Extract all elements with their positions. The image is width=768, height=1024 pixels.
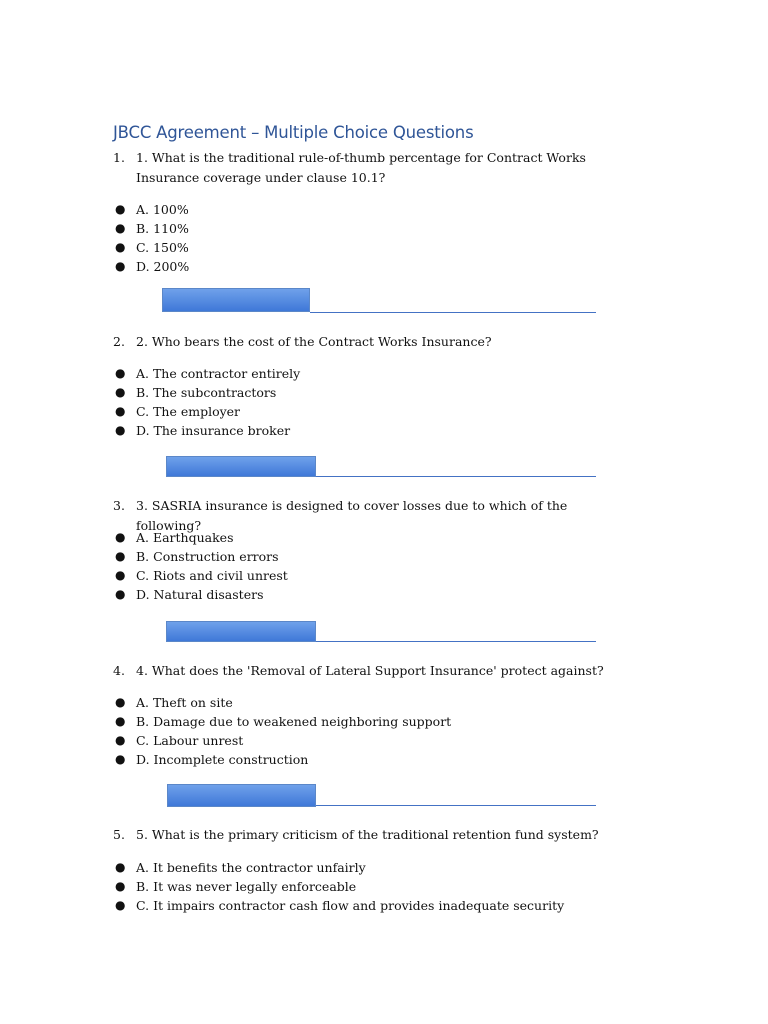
- option-label: B. The subcontractors: [136, 385, 277, 400]
- bullet-icon: ●: [115, 879, 126, 893]
- bullet-icon: ●: [115, 733, 126, 747]
- bullet-icon: ●: [115, 898, 126, 912]
- bullet-icon: ●: [115, 568, 126, 582]
- option-item[interactable]: [113, 731, 613, 750]
- option-item[interactable]: [113, 402, 613, 421]
- question-text: 4. What does the 'Removal of Lateral Support Insurance' protect against?: [136, 663, 604, 678]
- bullet-icon: ●: [115, 423, 126, 437]
- option-label: D. Incomplete construction: [136, 752, 309, 767]
- option-label: C. It impairs contractor cash flow and provides inadequate security: [136, 898, 565, 913]
- answer-field-1[interactable]: [162, 288, 310, 312]
- option-item[interactable]: [113, 858, 613, 877]
- option-item[interactable]: [113, 421, 613, 440]
- option-label: D. 200%: [136, 259, 190, 274]
- answer-field-4[interactable]: [167, 784, 316, 807]
- question-4: [113, 661, 633, 681]
- bullet-icon: ●: [115, 695, 126, 709]
- bullet-icon: ●: [115, 366, 126, 380]
- question-number: 1.: [113, 150, 125, 165]
- answer-field-3[interactable]: [166, 621, 316, 642]
- bullet-icon: ●: [115, 714, 126, 728]
- answer-line-4: [316, 805, 596, 806]
- bullet-icon: ●: [115, 385, 126, 399]
- option-label: C. The employer: [136, 404, 241, 419]
- option-item[interactable]: [113, 566, 613, 585]
- answer-field-2[interactable]: [166, 456, 316, 477]
- option-item[interactable]: [113, 585, 613, 604]
- option-label: A. Theft on site: [136, 695, 233, 710]
- option-label: B. Construction errors: [136, 549, 279, 564]
- option-label: D. The insurance broker: [136, 423, 291, 438]
- bullet-icon: ●: [115, 587, 126, 601]
- option-label: D. Natural disasters: [136, 587, 264, 602]
- option-item[interactable]: [113, 750, 613, 769]
- bullet-icon: ●: [115, 860, 126, 874]
- option-label: B. 110%: [136, 221, 189, 236]
- option-label: B. Damage due to weakened neighboring support: [136, 714, 452, 729]
- option-item[interactable]: [113, 528, 613, 547]
- option-label: A. It benefits the contractor unfairly: [136, 860, 366, 875]
- options-list-5: [113, 858, 613, 915]
- question-5: [113, 825, 633, 845]
- question-text: 3. SASRIA insurance is designed to cover losses due to which of the following?: [136, 498, 568, 533]
- question-text: 2. Who bears the cost of the Contract Works Insurance?: [136, 334, 492, 349]
- option-item[interactable]: [113, 547, 613, 566]
- answer-line-2: [316, 476, 596, 477]
- option-item[interactable]: [113, 200, 613, 219]
- options-list-2: [113, 364, 613, 440]
- option-item[interactable]: [113, 896, 613, 915]
- question-number: 4.: [113, 663, 125, 678]
- option-item[interactable]: [113, 257, 613, 276]
- option-label: C. Riots and civil unrest: [136, 568, 288, 583]
- options-list-1: [113, 200, 613, 276]
- option-item[interactable]: [113, 219, 613, 238]
- question-2: [113, 332, 633, 352]
- option-item[interactable]: [113, 238, 613, 257]
- option-label: A. Earthquakes: [136, 530, 234, 545]
- options-list-4: [113, 693, 613, 769]
- bullet-icon: ●: [115, 259, 126, 273]
- option-label: C. 150%: [136, 240, 189, 255]
- bullet-icon: ●: [115, 530, 126, 544]
- answer-line-1: [310, 312, 596, 313]
- option-item[interactable]: [113, 693, 613, 712]
- question-number: 3.: [113, 498, 125, 513]
- options-list-3: [113, 528, 613, 604]
- question-number: 2.: [113, 334, 125, 349]
- option-label: A. The contractor entirely: [136, 366, 301, 381]
- option-item[interactable]: [113, 712, 613, 731]
- bullet-icon: ●: [115, 752, 126, 766]
- option-label: C. Labour unrest: [136, 733, 244, 748]
- option-item[interactable]: [113, 364, 613, 383]
- question-text: 1. What is the traditional rule-of-thumb percentage for Contract Works Insurance coverage under clause 10.1?: [136, 150, 586, 185]
- question-number: 5.: [113, 827, 125, 842]
- bullet-icon: ●: [115, 240, 126, 254]
- option-item[interactable]: [113, 383, 613, 402]
- bullet-icon: ●: [115, 404, 126, 418]
- bullet-icon: ●: [115, 202, 126, 216]
- answer-line-3: [316, 641, 596, 642]
- option-label: B. It was never legally enforceable: [136, 879, 357, 894]
- bullet-icon: ●: [115, 549, 126, 563]
- option-item[interactable]: [113, 877, 613, 896]
- question-1: [113, 148, 633, 188]
- question-text: 5. What is the primary criticism of the traditional retention fund system?: [136, 827, 599, 842]
- document-title: JBCC Agreement – Multiple Choice Questions: [113, 123, 474, 142]
- option-label: A. 100%: [136, 202, 189, 217]
- bullet-icon: ●: [115, 221, 126, 235]
